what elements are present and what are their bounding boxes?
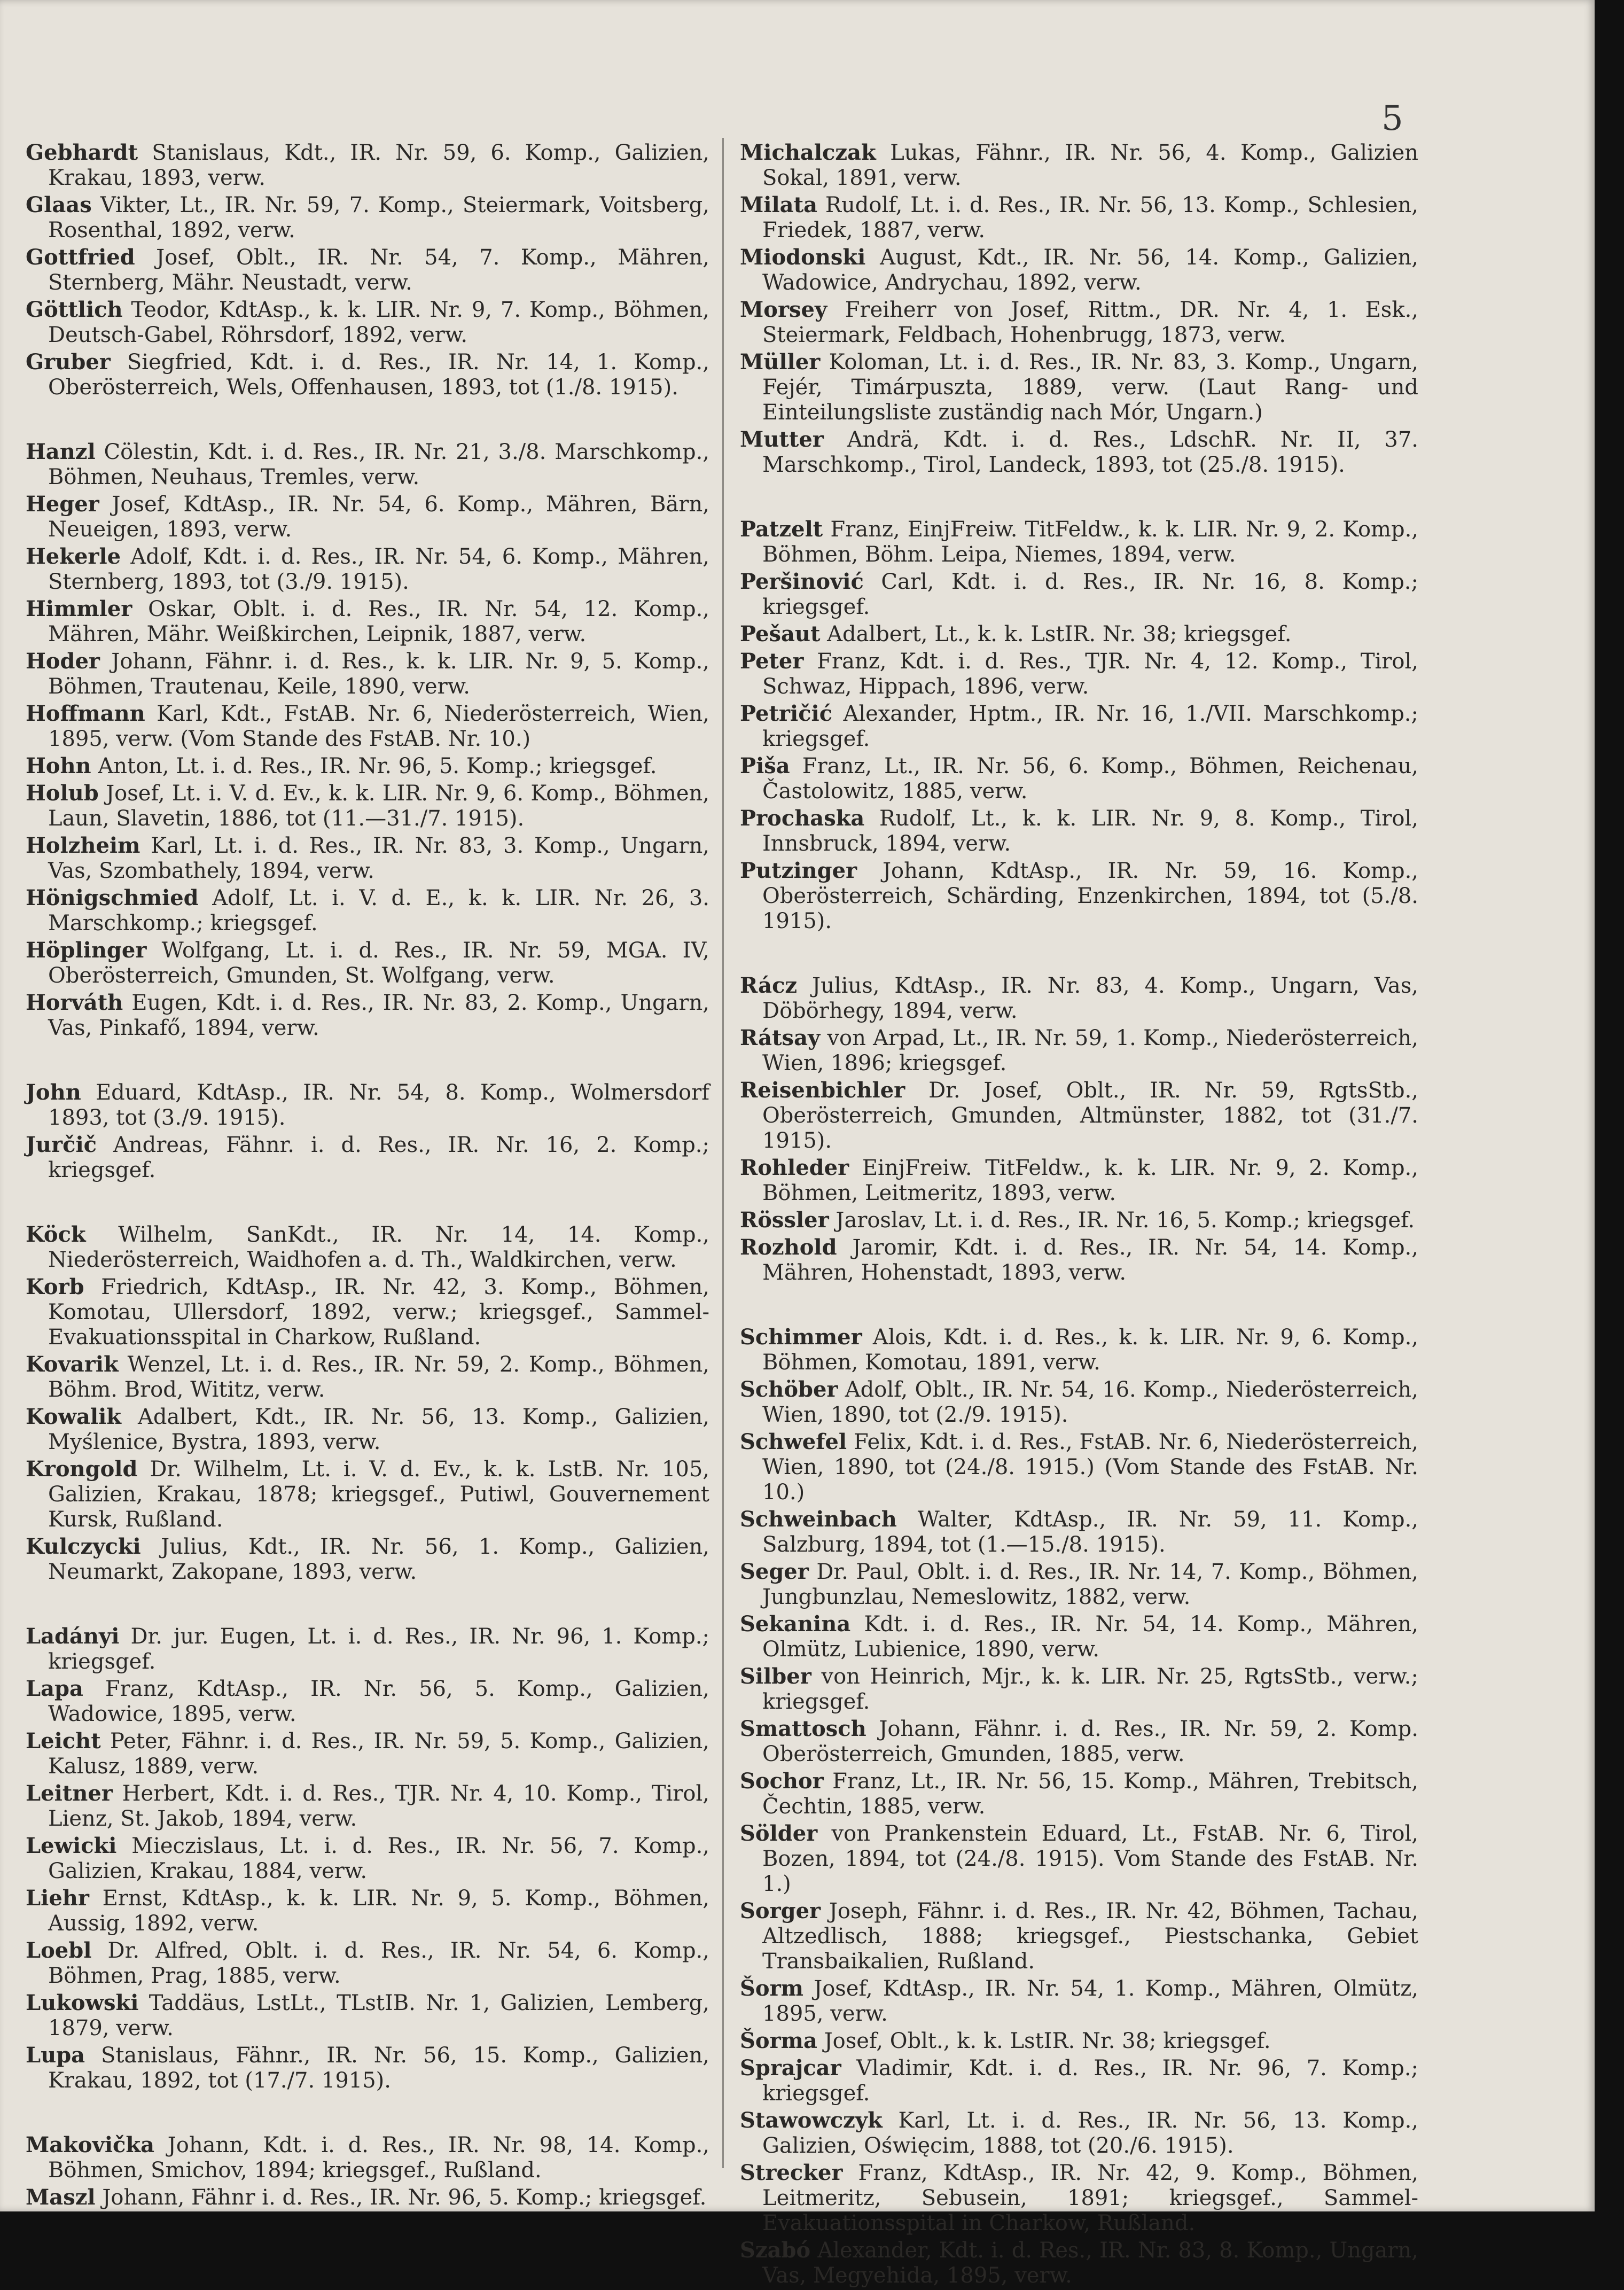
entry-surname: John (26, 1080, 81, 1105)
list-entry (26, 990, 709, 1041)
entry-details: Oskar, Oblt. i. d. Res., IR. Nr. 54, 12. Komp., Mähren, Mähr. Weißkirchen, Leipnik, 1887, verw. (48, 597, 709, 647)
entry-details: Franz, Lt., IR. Nr. 56, 6. Komp., Böhmen, Reichenau, Častolowitz, 1885, verw. (762, 754, 1418, 804)
entry-details: Vladimir, Kdt. i. d. Res., IR. Nr. 96, 7. Komp.; kriegsgef. (762, 2056, 1419, 2106)
entry-surname: Gebhardt (26, 140, 138, 165)
entry-surname: Leicht (26, 1728, 101, 1754)
entry-details: Alois, Kdt. i. d. Res., k. k. LIR. Nr. 9, 6. Komp., Böhmen, Komotau, 1891, verw. (762, 1325, 1418, 1375)
entry-surname: Petričić (740, 701, 833, 726)
list-entry (740, 1155, 1418, 1206)
entry-details: Josef, Oblt., k. k. LstIR. Nr. 38; kriegsgef. (824, 2029, 1271, 2053)
entry-surname: Kowalik (26, 1404, 122, 1429)
entry-surname: Putzinger (740, 858, 857, 883)
list-entry (740, 192, 1418, 243)
entry-details: Peter, Fähnr. i. d. Res., IR. Nr. 59, 5. Komp., Galizien, Kalusz, 1889, verw. (48, 1729, 709, 1779)
entry-surname: Šorm (740, 1976, 803, 2001)
list-entry (740, 2108, 1418, 2159)
entry-surname: Rácz (740, 973, 798, 998)
list-entry (740, 1664, 1418, 1715)
entry-details: Stanislaus, Fähnr., IR. Nr. 56, 15. Komp., Galizien, Krakau, 1892, tot (17./7. 1915). (48, 2043, 709, 2093)
entry-surname: Maszl (26, 2185, 96, 2210)
list-entry (26, 1938, 709, 1989)
entry-surname: Rohleder (740, 1155, 849, 1180)
entry-surname: Schweinbach (740, 1507, 897, 1532)
section-gap (740, 479, 1418, 517)
entry-details: Adalbert, Kdt., IR. Nr. 56, 13. Komp., Galizien, Myślenice, Bystra, 1893, verw. (48, 1405, 709, 1454)
entry-surname: Rátsay (740, 1025, 821, 1050)
entry-surname: Hanzl (26, 439, 96, 464)
entry-surname: Holzheim (26, 833, 140, 858)
section-gap (26, 1185, 709, 1222)
entry-details: Stanislaus, Kdt., IR. Nr. 59, 6. Komp., Galizien, Krakau, 1893, verw. (48, 141, 709, 190)
entry-surname: Sochor (740, 1769, 824, 1794)
entry-surname: Himmler (26, 596, 132, 621)
list-entry (26, 2185, 709, 2210)
list-entry (26, 885, 709, 936)
entry-surname: Lapa (26, 1676, 83, 1701)
entry-details: EinjFreiw. TitFeldw., k. k. LIR. Nr. 9, 2. Komp., Böhmen, Leitmeritz, 1893, verw. (762, 1156, 1418, 1205)
entry-details: Dr. Paul, Oblt. i. d. Res., IR. Nr. 14, 7. Komp., Böhmen, Jungbunzlau, Nemeslowitz, 1882, verw. (762, 1560, 1419, 1609)
entry-surname: Lewicki (26, 1833, 117, 1858)
entry-surname: Glaas (26, 192, 92, 217)
list-entry (740, 753, 1418, 804)
entry-details: Felix, Kdt. i. d. Res., FstAB. Nr. 6, Niederösterreich, Wien, 1890, tot (24./8. 1915.) (Vom Stande des FstAB. Nr. 10.) (762, 1430, 1418, 1505)
entry-details: Johann, Fähnr. i. d. Res., IR. Nr. 59, 2. Komp. Oberösterreich, Gmunden, 1885, verw. (762, 1717, 1418, 1766)
entry-surname: Sprajcar (740, 2055, 841, 2081)
section-gap (26, 402, 709, 439)
entry-surname: Lukowski (26, 1990, 139, 2015)
entry-surname: Szabó (740, 2238, 811, 2263)
list-entry (740, 1208, 1418, 1233)
list-entry (740, 1325, 1418, 1375)
entry-details: Josef, KdtAsp., IR. Nr. 54, 6. Komp., Mähren, Bärn, Neueigen, 1893, verw. (48, 492, 709, 542)
entry-details: von Heinrich, Mjr., k. k. LIR. Nr. 25, RgtsStb., verw.; kriegsgef. (762, 1664, 1419, 1714)
list-entry (26, 2043, 709, 2093)
entry-details: Wilhelm, SanKdt., IR. Nr. 14, 14. Komp., Niederösterreich, Waidhofen a. d. Th., Waldkirchen, verw. (48, 1222, 709, 1272)
entry-details: Siegfried, Kdt. i. d. Res., IR. Nr. 14, 1. Komp., Oberösterreich, Wels, Offenhausen, 1893, tot (1./8. 1915). (48, 350, 709, 400)
entry-details: Alexander, Hptm., IR. Nr. 16, 1./VII. Marschkomp.; kriegsgef. (762, 702, 1418, 751)
entry-surname: Peter (740, 649, 804, 674)
list-entry (740, 1025, 1418, 1076)
section-gap (26, 1042, 709, 1080)
entry-surname: Holub (26, 781, 99, 806)
entry-details: Johann, Fähnr. i. d. Res., k. k. LIR. Nr. 9, 5. Komp., Böhmen, Trautenau, Keile, 1890, verw. (48, 649, 709, 699)
entry-surname: Sölder (740, 1821, 818, 1846)
entry-details: Cölestin, Kdt. i. d. Res., IR. Nr. 21, 3./8. Marschkomp., Böhmen, Neuhaus, Tremles, verw. (48, 440, 710, 489)
section-gap (26, 1586, 709, 1624)
list-entry (26, 833, 709, 884)
entry-surname: Liehr (26, 1886, 89, 1911)
entry-details: Mieczislaus, Lt. i. d. Res., IR. Nr. 56, 7. Komp., Galizien, Krakau, 1884, verw. (48, 1834, 709, 1883)
list-entry (26, 349, 709, 400)
entry-details: Andreas, Fähnr. i. d. Res., IR. Nr. 16, 2. Komp.; kriegsgef. (48, 1133, 709, 1182)
entry-surname: Korb (26, 1274, 84, 1299)
entry-surname: Milata (740, 192, 817, 217)
entry-surname: Pešaut (740, 621, 821, 647)
left-column (26, 140, 709, 2212)
list-entry (740, 2055, 1418, 2106)
section-gap (740, 936, 1418, 973)
list-entry (740, 1611, 1418, 1662)
list-entry (26, 596, 709, 647)
entry-surname: Leitner (26, 1781, 113, 1806)
entry-details: von Prankenstein Eduard, Lt., FstAB. Nr. 6, Tirol, Bozen, 1894, tot (24./8. 1915). Vom Stande des FstAB. Nr. 1.) (762, 1821, 1418, 1896)
list-entry (740, 858, 1418, 934)
entry-surname: Hönigschmied (26, 885, 199, 910)
list-entry (740, 1821, 1418, 1897)
entry-details: Johann, Kdt. i. d. Res., IR. Nr. 98, 14. Komp., Böhmen, Smichov, 1894; kriegsgef., Rußland. (48, 2133, 709, 2183)
entry-details: Taddäus, LstLt., TLstIB. Nr. 1, Galizien, Lemberg, 1879, verw. (48, 1991, 709, 2040)
entry-details: Karl, Lt. i. d. Res., IR. Nr. 56, 13. Komp., Galizien, Oświęcim, 1888, tot (20./6. 1915). (762, 2108, 1419, 2158)
entry-surname: Prochaska (740, 806, 865, 831)
list-entry (26, 701, 709, 752)
entry-details: Dr. Josef, Oblt., IR. Nr. 59, RgtsStb., Oberösterreich, Gmunden, Altmünster, 1882, tot (31./7. 1915). (762, 1078, 1419, 1153)
list-entry (26, 2132, 709, 2183)
section-gap (740, 1287, 1418, 1325)
list-entry (26, 245, 709, 295)
entry-details: Dr. Wilhelm, Lt. i. V. d. Ev., k. k. LstB. Nr. 105, Galizien, Krakau, 1878; kriegsgef., Putiwl, Gouvernement Kursk, Rußland. (48, 1457, 709, 1532)
entry-surname: Horváth (26, 990, 123, 1015)
list-entry (26, 1676, 709, 1727)
list-entry (26, 1781, 709, 1832)
entry-details: Franz, EinjFreiw. TitFeldw., k. k. LIR. Nr. 9, 2. Komp., Böhmen, Böhm. Leipa, Niemes, 1894, verw. (762, 517, 1419, 567)
entry-details: Adalbert, Lt., k. k. LstIR. Nr. 38; kriegsgef. (827, 622, 1292, 647)
entry-surname: Mutter (740, 427, 824, 452)
entry-surname: Müller (740, 349, 821, 375)
entry-surname: Stawowczyk (740, 2108, 883, 2133)
entry-surname: Sekanina (740, 1611, 851, 1637)
list-entry (26, 1274, 709, 1350)
right-column (740, 140, 1418, 2290)
entry-surname: Reisenbichler (740, 1078, 905, 1103)
list-entry (26, 439, 709, 490)
entry-details: Eugen, Kdt. i. d. Res., IR. Nr. 83, 2. Komp., Ungarn, Vas, Pinkafő, 1894, verw. (48, 991, 709, 1040)
entry-surname: Kovarik (26, 1352, 119, 1377)
entry-details: Josef, Lt. i. V. d. Ev., k. k. LIR. Nr. 9, 6. Komp., Böhmen, Laun, Slavetin, 1886, tot (11.—31./7. 1915). (48, 781, 710, 831)
entry-details: Koloman, Lt. i. d. Res., IR. Nr. 83, 3. Komp., Ungarn, Fejér, Timárpuszta, 1889, verw. (Laut Rang- und Einteilungsliste zuständig nach Mór, Ungarn.) (762, 350, 1418, 425)
list-entry (740, 2238, 1418, 2288)
entry-surname: Ladányi (26, 1624, 120, 1649)
entry-surname: Jurčič (26, 1132, 97, 1157)
entry-surname: Höplinger (26, 938, 147, 963)
list-entry (740, 1559, 1418, 1610)
entry-details: Johann, Fähnr i. d. Res., IR. Nr. 96, 5. Komp.; kriegsgef. (102, 2185, 707, 2210)
list-entry (26, 781, 709, 831)
entry-surname: Gottfried (26, 245, 135, 270)
entry-surname: Lupa (26, 2043, 85, 2068)
list-entry (740, 349, 1418, 425)
entry-details: Dr. Alfred, Oblt. i. d. Res., IR. Nr. 54, 6. Komp., Böhmen, Prag, 1885, verw. (48, 1938, 709, 1988)
list-entry (26, 1886, 709, 1936)
entry-surname: Hoder (26, 649, 100, 674)
entry-surname: Hoffmann (26, 701, 145, 726)
entry-details: Julius, Kdt., IR. Nr. 56, 1. Komp., Galizien, Neumarkt, Zakopane, 1893, verw. (48, 1535, 709, 1584)
entry-surname: Smattosch (740, 1716, 866, 1741)
entry-details: Franz, KdtAsp., IR. Nr. 56, 5. Komp., Galizien, Wadowice, 1895, verw. (48, 1677, 709, 1726)
list-entry (740, 1377, 1418, 1428)
list-entry (740, 297, 1418, 348)
entry-surname: Strecker (740, 2160, 843, 2185)
entry-surname: Heger (26, 492, 99, 517)
list-entry (740, 1429, 1418, 1505)
entry-surname: Kulczycki (26, 1534, 141, 1559)
entry-details: Wolfgang, Lt. i. d. Res., IR. Nr. 59, MGA. IV, Oberösterreich, Gmunden, St. Wolfgang, verw. (48, 938, 709, 988)
entry-details: Adolf, Lt. i. V. d. E., k. k. LIR. Nr. 26, 3. Marschkomp.; kriegsgef. (48, 886, 710, 936)
list-entry (26, 1833, 709, 1884)
list-entry (26, 1624, 709, 1674)
entry-details: Alexander, Kdt. i. d. Res., IR. Nr. 83, 8. Komp., Ungarn, Vas, Megyehida, 1895, verw. (762, 2238, 1418, 2288)
entry-surname: Patzelt (740, 517, 823, 542)
section-gap (26, 2095, 709, 2132)
list-entry (740, 1976, 1418, 2027)
entry-details: Rudolf, Lt. i. d. Res., IR. Nr. 56, 13. Komp., Schlesien, Friedek, 1887, verw. (762, 193, 1419, 243)
list-entry (26, 492, 709, 542)
entry-surname: Schimmer (740, 1325, 862, 1350)
list-entry (740, 569, 1418, 620)
list-entry (26, 1132, 709, 1183)
list-entry (26, 1222, 709, 1273)
entry-details: Teodor, KdtAsp., k. k. LIR. Nr. 9, 7. Komp., Böhmen, Deutsch-Gabel, Röhrsdorf, 1892, verw. (48, 298, 709, 347)
list-entry (740, 1078, 1418, 1154)
list-entry (740, 140, 1418, 191)
entry-details: Kdt. i. d. Res., IR. Nr. 54, 14. Komp., Mähren, Olmütz, Lubienice, 1890, verw. (762, 1612, 1418, 1662)
entry-surname: Makovička (26, 2132, 155, 2157)
entry-details: Freiherr von Josef, Rittm., DR. Nr. 4, 1. Esk., Steiermark, Feldbach, Hohenbrugg, 1873, verw. (762, 298, 1419, 347)
list-entry (740, 973, 1418, 1024)
list-entry (26, 1456, 709, 1532)
entry-details: Wenzel, Lt. i. d. Res., IR. Nr. 59, 2. Komp., Böhmen, Böhm. Brod, Wititz, verw. (48, 1352, 709, 1402)
page-number: 5 (1381, 99, 1403, 138)
entry-details: August, Kdt., IR. Nr. 56, 14. Komp., Galizien, Wadowice, Andrychau, 1892, verw. (762, 245, 1419, 295)
entry-surname: Silber (740, 1664, 811, 1689)
entry-details: Vikter, Lt., IR. Nr. 59, 7. Komp., Steiermark, Voitsberg, Rosenthal, 1892, verw. (48, 193, 709, 243)
entry-details: Josef, Oblt., IR. Nr. 54, 7. Komp., Mähren, Sternberg, Mähr. Neustadt, verw. (48, 245, 710, 295)
list-entry (740, 1235, 1418, 1286)
entry-details: Josef, KdtAsp., IR. Nr. 54, 1. Komp., Mähren, Olmütz, 1895, verw. (762, 1976, 1418, 2026)
entry-details: Friedrich, KdtAsp., IR. Nr. 42, 3. Komp., Böhmen, Komotau, Ullersdorf, 1892, verw.; kriegsgef., Sammel-Evakuationsspital in Charkow, Rußland. (48, 1275, 709, 1350)
entry-details: Joseph, Fähnr. i. d. Res., IR. Nr. 42, Böhmen, Tachau, Altzedlisch, 1888; kriegsgef., Piestschanka, Gebiet Transbaikalien, Rußland. (762, 1899, 1419, 1974)
entry-surname: Rössler (740, 1208, 829, 1233)
list-entry (26, 753, 709, 779)
list-entry (740, 517, 1418, 567)
entry-surname: Seger (740, 1559, 809, 1584)
list-entry (26, 649, 709, 699)
list-entry (26, 1728, 709, 1779)
entry-surname: Peršinović (740, 569, 864, 594)
entry-details: Walter, KdtAsp., IR. Nr. 59, 11. Komp., Salzburg, 1894, tot (1.—15./8. 1915). (762, 1507, 1418, 1557)
entry-surname: Göttlich (26, 297, 123, 322)
entry-details: Adolf, Kdt. i. d. Res., IR. Nr. 54, 6. Komp., Mähren, Sternberg, 1893, tot (3./9. 1915). (48, 544, 709, 594)
entry-details: Adolf, Oblt., IR. Nr. 54, 16. Komp., Niederösterreich, Wien, 1890, tot (2./9. 1915). (762, 1377, 1418, 1427)
entry-details: Karl, Kdt., FstAB. Nr. 6, Niederösterreich, Wien, 1895, verw. (Vom Stande des FstAB. Nr. 10.) (48, 702, 709, 751)
list-entry (26, 1534, 709, 1585)
list-entry (740, 2160, 1418, 2236)
list-entry (740, 701, 1418, 752)
entry-details: Franz, Kdt. i. d. Res., TJR. Nr. 4, 12. Komp., Tirol, Schwaz, Hippach, 1896, verw. (762, 649, 1419, 699)
list-entry (26, 1990, 709, 2041)
entry-surname: Šorma (740, 2028, 817, 2053)
list-entry (740, 427, 1418, 478)
entry-details: Anton, Lt. i. d. Res., IR. Nr. 96, 5. Komp.; kriegsgef. (98, 754, 657, 778)
entry-details: Karl, Lt. i. d. Res., IR. Nr. 83, 3. Komp., Ungarn, Vas, Szombathely, 1894, verw. (48, 834, 709, 883)
entry-details: Franz, Lt., IR. Nr. 56, 15. Komp., Mähren, Trebitsch, Čechtin, 1885, verw. (762, 1769, 1419, 1819)
list-entry (740, 1507, 1418, 1557)
entry-surname: Loebl (26, 1938, 92, 1963)
entry-details: Rudolf, Lt., k. k. LIR. Nr. 9, 8. Komp., Tirol, Innsbruck, 1894, verw. (762, 806, 1418, 856)
list-entry (26, 938, 709, 988)
list-entry (740, 1716, 1418, 1767)
list-entry (740, 2028, 1418, 2054)
entry-details: Carl, Kdt. i. d. Res., IR. Nr. 16, 8. Komp.; kriegsgef. (762, 570, 1419, 619)
entry-details: Jaroslav, Lt. i. d. Res., IR. Nr. 16, 5. Komp.; kriegsgef. (836, 1208, 1415, 1233)
list-entry (26, 192, 709, 243)
list-entry (740, 806, 1418, 856)
list-entry (740, 1898, 1418, 1974)
entry-surname: Piša (740, 753, 790, 778)
entry-surname: Schöber (740, 1377, 838, 1402)
entry-surname: Hekerle (26, 544, 121, 569)
entry-surname: Krongold (26, 1456, 138, 1482)
entry-details: Julius, KdtAsp., IR. Nr. 83, 4. Komp., Ungarn, Vas, Döbörhegy, 1894, verw. (762, 973, 1419, 1023)
list-entry (26, 297, 709, 348)
entry-surname: Miodonski (740, 245, 866, 270)
entry-details: Lukas, Fähnr., IR. Nr. 56, 4. Komp., Galizien Sokal, 1891, verw. (762, 141, 1419, 190)
list-entry (26, 1352, 709, 1403)
entry-surname: Michalczak (740, 140, 876, 165)
list-entry (740, 1769, 1418, 1819)
entry-surname: Rozhold (740, 1235, 837, 1260)
entry-surname: Morsey (740, 297, 827, 322)
entry-details: Dr. jur. Eugen, Lt. i. d. Res., IR. Nr. 96, 1. Komp.; kriegsgef. (48, 1624, 709, 1674)
entry-surname: Köck (26, 1222, 86, 1247)
list-entry (26, 1404, 709, 1455)
list-entry (26, 544, 709, 595)
entry-surname: Sorger (740, 1898, 821, 1923)
list-entry (740, 621, 1418, 647)
entry-details: von Arpad, Lt., IR. Nr. 59, 1. Komp., Niederösterreich, Wien, 1896; kriegsgef. (762, 1026, 1418, 1076)
entry-details: Ernst, KdtAsp., k. k. LIR. Nr. 9, 5. Komp., Böhmen, Aussig, 1892, verw. (48, 1886, 710, 1936)
entry-surname: Schwefel (740, 1429, 847, 1454)
entry-surname: Gruber (26, 349, 111, 375)
entry-details: Franz, KdtAsp., IR. Nr. 42, 9. Komp., Böhmen, Leitmeritz, Sebusein, 1891; kriegsgef., Sammel-Evakuationsspital in Charkow, Rußland. (762, 2161, 1419, 2236)
list-entry (26, 140, 709, 191)
list-entry (740, 245, 1418, 295)
entry-details: Johann, KdtAsp., IR. Nr. 59, 16. Komp., Oberösterreich, Schärding, Enzenkirchen, 1894, tot (5./8. 1915). (762, 859, 1419, 933)
entry-details: Jaromir, Kdt. i. d. Res., IR. Nr. 54, 14. Komp., Mähren, Hohenstadt, 1893, verw. (762, 1235, 1418, 1285)
list-entry (26, 1080, 709, 1131)
entry-details: Eduard, KdtAsp., IR. Nr. 54, 8. Komp., Wolmersdorf 1893, tot (3./9. 1915). (48, 1080, 709, 1130)
entry-details: Andrä, Kdt. i. d. Res., LdschR. Nr. II, 37. Marschkomp., Tirol, Landeck, 1893, tot (25./8. 1915). (762, 427, 1418, 477)
entry-details: Herbert, Kdt. i. d. Res., TJR. Nr. 4, 10. Komp., Tirol, Lienz, St. Jakob, 1894, verw. (48, 1781, 710, 1831)
entry-surname: Hohn (26, 753, 91, 778)
list-entry (740, 649, 1418, 699)
column-divider (722, 138, 724, 2168)
